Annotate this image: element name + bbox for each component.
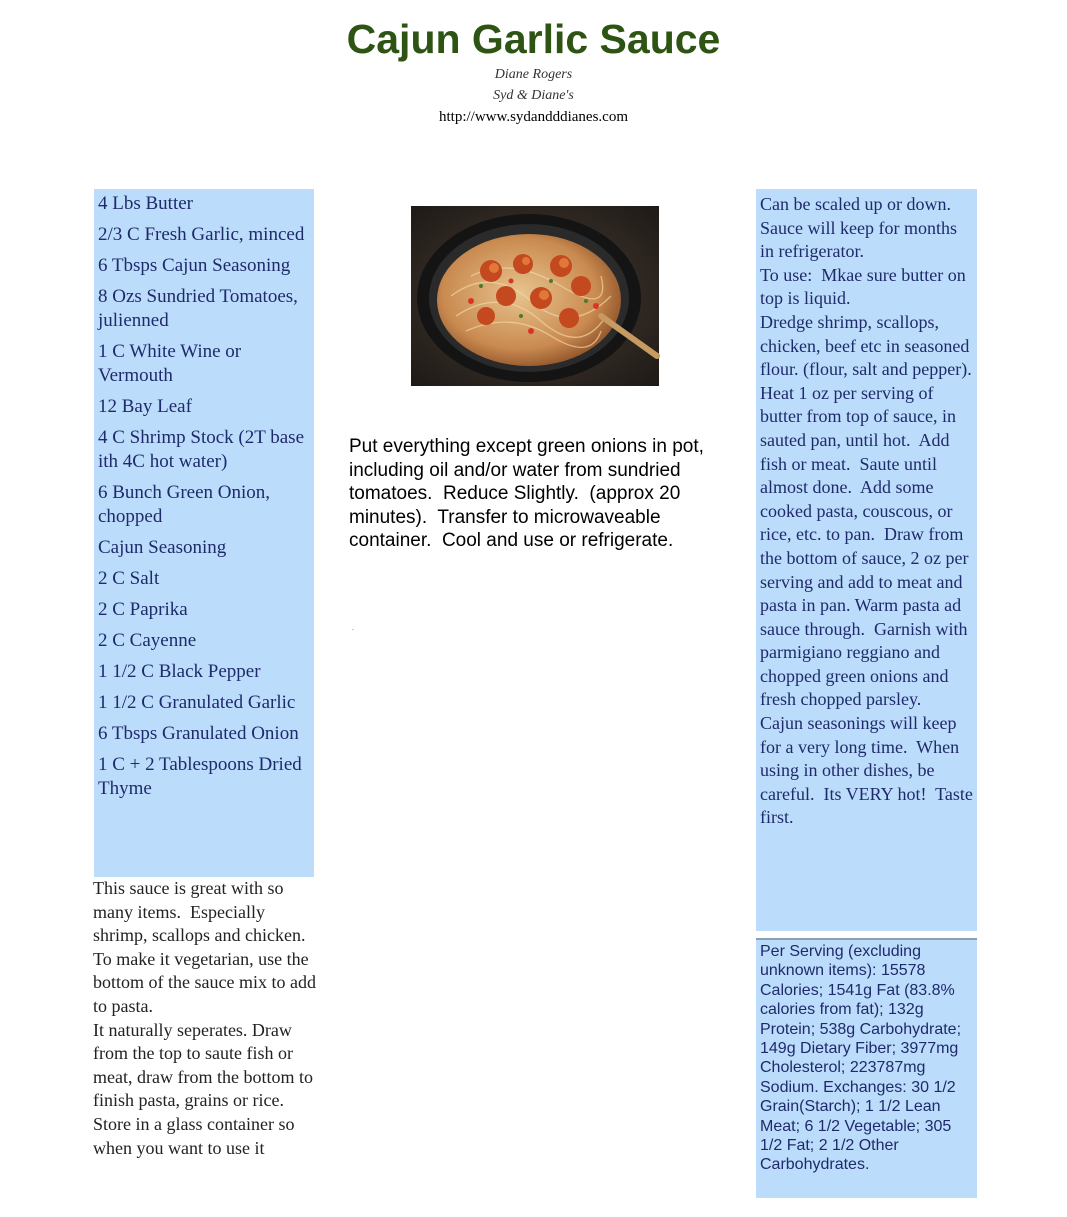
tips-text: Can be scaled up or down. Sauce will keep for months in refrigerator. To use: Mkae sure butter on top is liquid. Dredge shrimp, scallops, chicken, beef etc in seasoned flour. (flour, salt and pepper). Heat 1 oz per serving of butter from top of sauce, in sauted pan, until hot. Add fish or meat. Saute until almost done. Add some cooked pasta, couscous, or rice, etc. to pan. Draw from the bottom of sauce, 2 oz per serving and add to meat and pasta in pan. Warm pasta ad sauce through. Garnish with parmigiano reggiano and chopped green onions and fresh chopped parsley. Cajun seasonings will keep for a very long time. When using in other dishes, be careful. Its VERY hot! Taste first. [760,194,973,828]
ingredient-item: 2 C Paprika [98,599,188,620]
ingredient-item: 1 1/2 C Black Pepper [98,661,261,682]
ingredient-item: 12 Bay Leaf [98,396,192,417]
recipe-url[interactable]: http://www.sydandddianes.com [438,109,628,125]
tips-panel [756,189,977,931]
ingredient-item: 6 Tbsps Granulated Onion [98,723,299,744]
ingredients-panel [94,189,314,877]
ingredient-item: 6 Bunch Green Onion, chopped [98,482,271,527]
nutrition-text: Per Serving (excluding unknown items): 15578 Calories; 1541g Fat (83.8% calories from fat); 132g Protein; 538g Carbohydrate; 149g Dietary Fiber; 3977mg Cholesterol; 223787mg Sodium. Exchanges: 30 1/2 Grain(Starch); 1 1/2 Lean Meat; 6 1/2 Vegetable; 305 1/2 Fat; 2 1/2 Other Carbohydrates. [760,943,962,1174]
ingredient-item: 1 C + 2 Tablespoons Dried Thyme [98,754,302,799]
dish-photo [411,206,659,386]
ingredient-item: 2 C Cayenne [98,630,197,651]
ingredient-item: 8 Ozs Sundried Tomatoes, julienned [98,286,298,331]
divider-dot [352,629,354,630]
recipe-source: Syd & Diane's [493,88,574,103]
recipe-author: Diane Rogers [494,67,573,82]
ingredient-item: 4 Lbs Butter [98,193,193,214]
recipe-title: Cajun Garlic Sauce [346,16,721,62]
ingredient-item: 1 C White Wine or Vermouth [98,341,242,386]
directions-text: Put everything except green onions in pot, including oil and/or water from sundried tomatoes. Reduce Slightly. (approx 20 minutes). Transfer to microwaveable container. Cool and use or refrigerate. [349,436,710,552]
recipe-notes: This sauce is great with so many items. Especially shrimp, scallops and chicken. To make it vegetarian, use the bottom of the sauce mix to add to pasta. It naturally seperates. Draw from the top to saute fish or meat, draw from the bottom to finish pasta, grains or rice. Store in a glass container so when you want to use it [93,878,316,1158]
nutrition-panel [756,940,977,1198]
ingredient-item: 2/3 C Fresh Garlic, minced [98,224,305,245]
ingredient-item: Cajun Seasoning [98,537,227,558]
ingredient-item: 4 C Shrimp Stock (2T base ith 4C hot water) [98,427,305,472]
ingredient-item: 2 C Salt [98,568,160,589]
skillet-pasta-image [411,206,659,386]
ingredient-item: 1 1/2 C Granulated Garlic [98,692,296,713]
ingredient-item: 6 Tbsps Cajun Seasoning [98,255,291,276]
